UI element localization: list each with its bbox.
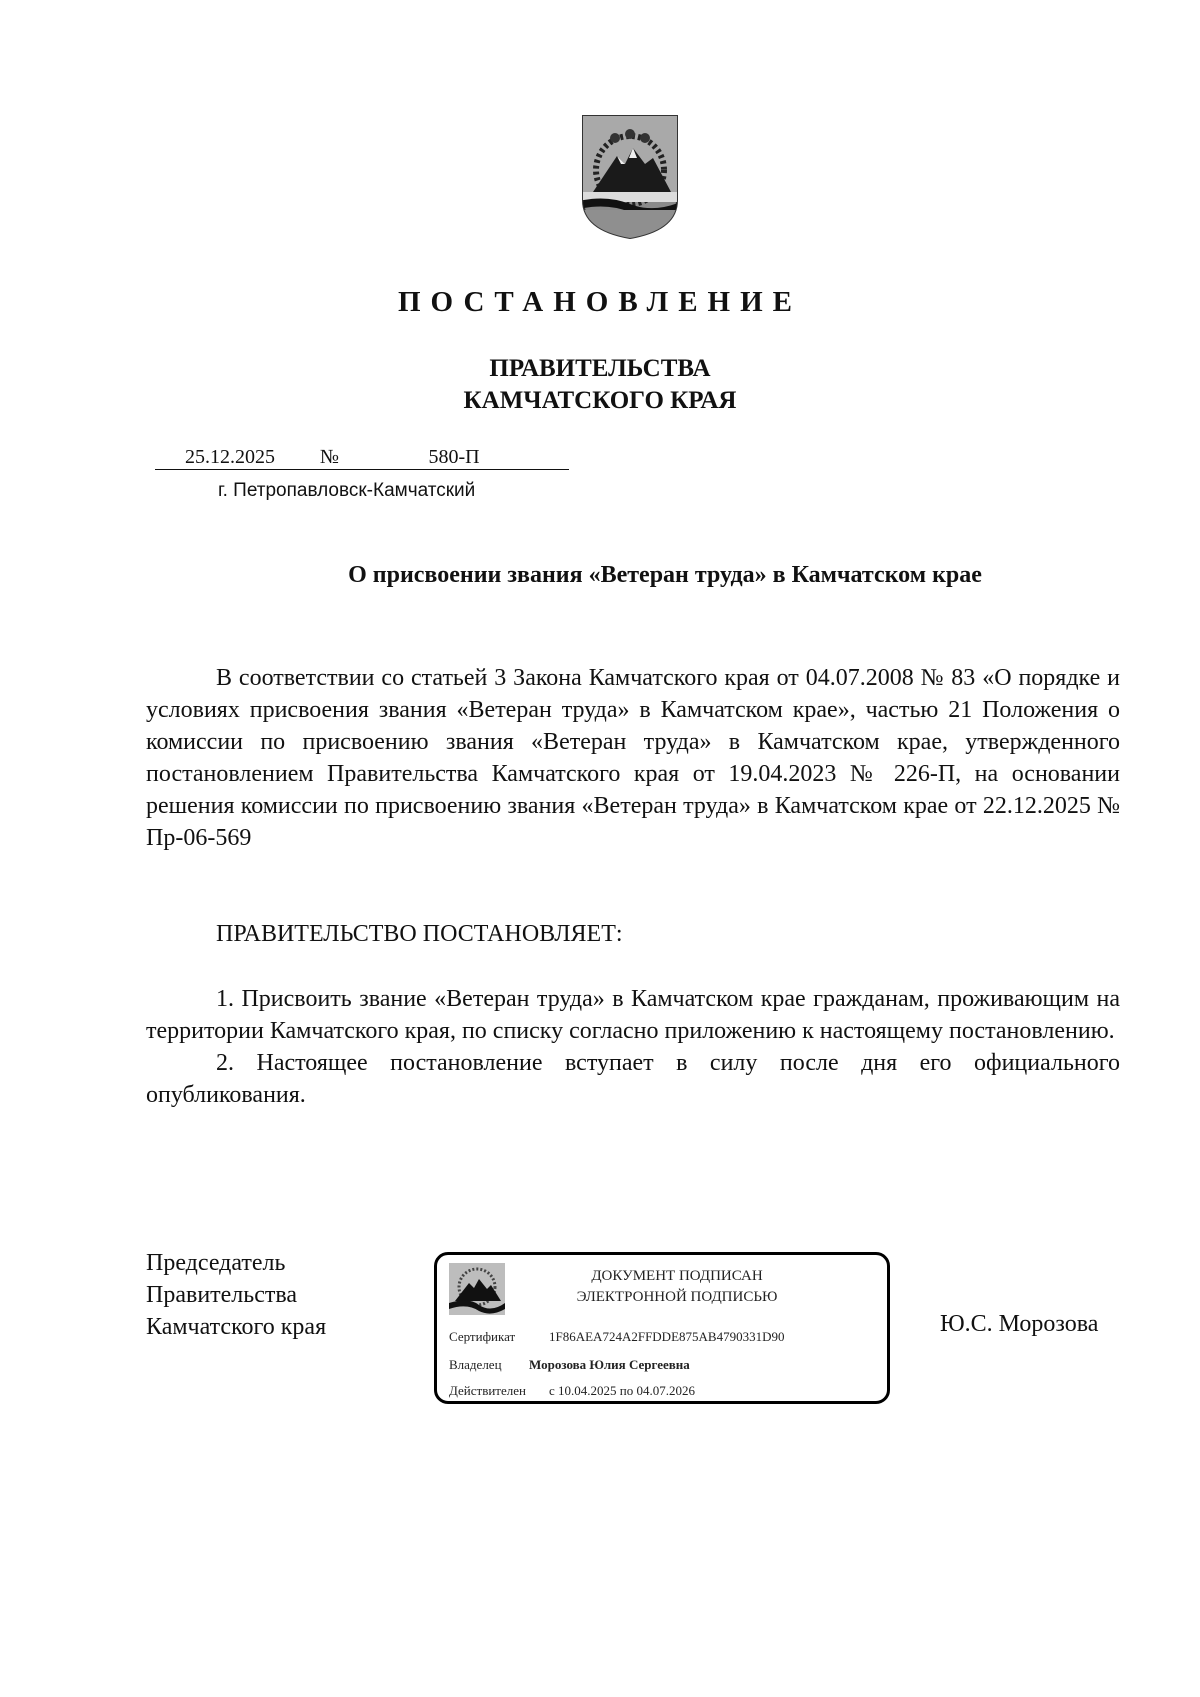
decree-paragraph: [146, 918, 1120, 950]
city: г. Петропавловск-Камчатский: [218, 480, 476, 501]
number-sign: №: [305, 446, 339, 470]
coat-of-arms-icon: [575, 112, 685, 240]
date-number-line: [155, 446, 569, 470]
signer-position-line: Правительства: [146, 1282, 298, 1308]
stamp-validity-row: [449, 1383, 695, 1399]
stamp-certificate-row: [449, 1329, 784, 1345]
stamp-title-line2: ЭЛЕКТРОННОЙ ПОДПИСЬЮ: [576, 1289, 778, 1305]
validity-value: с 10.04.2025 по 04.07.2026: [549, 1383, 695, 1398]
owner-label: Владелец: [449, 1357, 502, 1372]
stamp-owner-row: [449, 1357, 690, 1373]
owner-value: Морозова Юлия Сергеевна: [529, 1357, 690, 1372]
document-type-title: ПОСТАНОВЛЕНИЕ: [397, 286, 802, 318]
basis-paragraph: [146, 662, 1120, 854]
certificate-value: 1F86AEA724A2FFDDE875AB4790331D90: [549, 1329, 785, 1344]
validity-label: Действителен: [449, 1383, 526, 1398]
items-list: [146, 983, 1120, 1111]
signer-position-line: Председатель: [146, 1250, 286, 1276]
list-item: 1. Присвоить звание «Ветеран труда» в Камчатском крае гражданам, проживающим на территории Камчатского края, по списку согласно приложению к настоящему постановлению.: [146, 986, 1120, 1044]
decree-text: ПРАВИТЕЛЬСТВО ПОСТАНОВЛЯЕТ:: [216, 921, 623, 947]
document-subject: О присвоении звания «Ветеран труда» в Камчатском крае: [348, 562, 982, 588]
list-item: 2. Настоящее постановление вступает в силу после дня его официального опубликования.: [146, 1050, 1120, 1108]
stamp-title-line1: ДОКУМЕНТ ПОДПИСАН: [591, 1268, 763, 1284]
basis-text: В соответствии со статьей 3 Закона Камчатского края от 04.07.2008 № 83 «О порядке и условиях присвоения звания «Ветеран труда» в Камчатском крае», частью 21 Положения о комиссии по присвоению звания «Ветеран труда» в Камчатском крае, утвержденного постановлением Правительства Камчатского края от 19.04.2023 № 226-П, на основании решения комиссии по присвоению звания «Ветеран труда» в Камчатском крае от 22.12.2025 № Пр-06-569: [146, 665, 1120, 851]
signer-position: [146, 1247, 326, 1343]
issuing-body-line2: КАМЧАТСКОГО КРАЯ: [463, 387, 737, 414]
certificate-label: Сертификат: [449, 1329, 516, 1344]
electronic-signature-stamp: [434, 1252, 890, 1404]
document-number: 580-П: [339, 446, 569, 470]
signer-position-line: Камчатского края: [146, 1314, 327, 1340]
issuing-body-line1: ПРАВИТЕЛЬСТВА: [489, 355, 711, 382]
signer-name: Ю.С. Морозова: [940, 1311, 1099, 1337]
document-date: 25.12.2025: [155, 446, 305, 470]
coat-of-arms-icon: [449, 1263, 505, 1315]
